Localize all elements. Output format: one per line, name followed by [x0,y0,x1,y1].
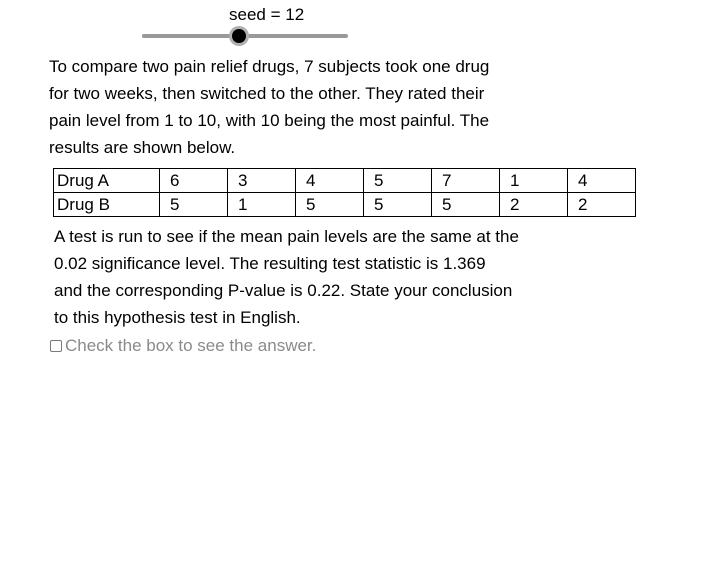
table-cell: 2 [500,193,568,217]
table-cell: 4 [296,169,364,193]
intro-line: To compare two pain relief drugs, 7 subjects took one drug [49,57,490,76]
seed-slider-label: seed = 12 [229,5,305,24]
table-cell: 2 [568,193,636,217]
test-line: to this hypothesis test in English. [54,308,301,327]
row-label: Drug A [54,169,160,193]
table-cell: 5 [364,169,432,193]
table-cell: 6 [160,169,228,193]
table-cell: 5 [432,193,500,217]
problem-intro-text [49,53,489,161]
intro-line: for two weeks, then switched to the other. They rated their [49,84,485,103]
intro-line: pain level from 1 to 10, with 10 being the most painful. The [49,111,490,130]
hypothesis-test-text [54,223,519,331]
checkbox-label[interactable]: Check the box to see the answer. [65,336,317,355]
test-line: and the corresponding P-value is 0.22. State your conclusion [54,281,513,300]
checkbox-box[interactable] [50,340,62,352]
table-cell: 5 [296,193,364,217]
table-cell: 3 [228,169,296,193]
slider-fill [142,34,239,38]
table-cell: 1 [228,193,296,217]
show-answer-checkbox[interactable] [50,336,316,356]
test-line: 0.02 significance level. The resulting test statistic is 1.369 [54,254,486,273]
intro-line: results are shown below. [49,138,236,157]
seed-slider[interactable] [142,29,348,43]
table-row-drug-a [54,169,636,193]
table-cell: 5 [364,193,432,217]
slider-knob[interactable] [232,29,246,43]
table-cell: 1 [500,169,568,193]
pain-level-table [53,168,636,217]
table-cell: 7 [432,169,500,193]
table-row-drug-b [54,193,636,217]
test-line: A test is run to see if the mean pain levels are the same at the [54,227,519,246]
row-label: Drug B [54,193,160,217]
table-cell: 5 [160,193,228,217]
table-cell: 4 [568,169,636,193]
